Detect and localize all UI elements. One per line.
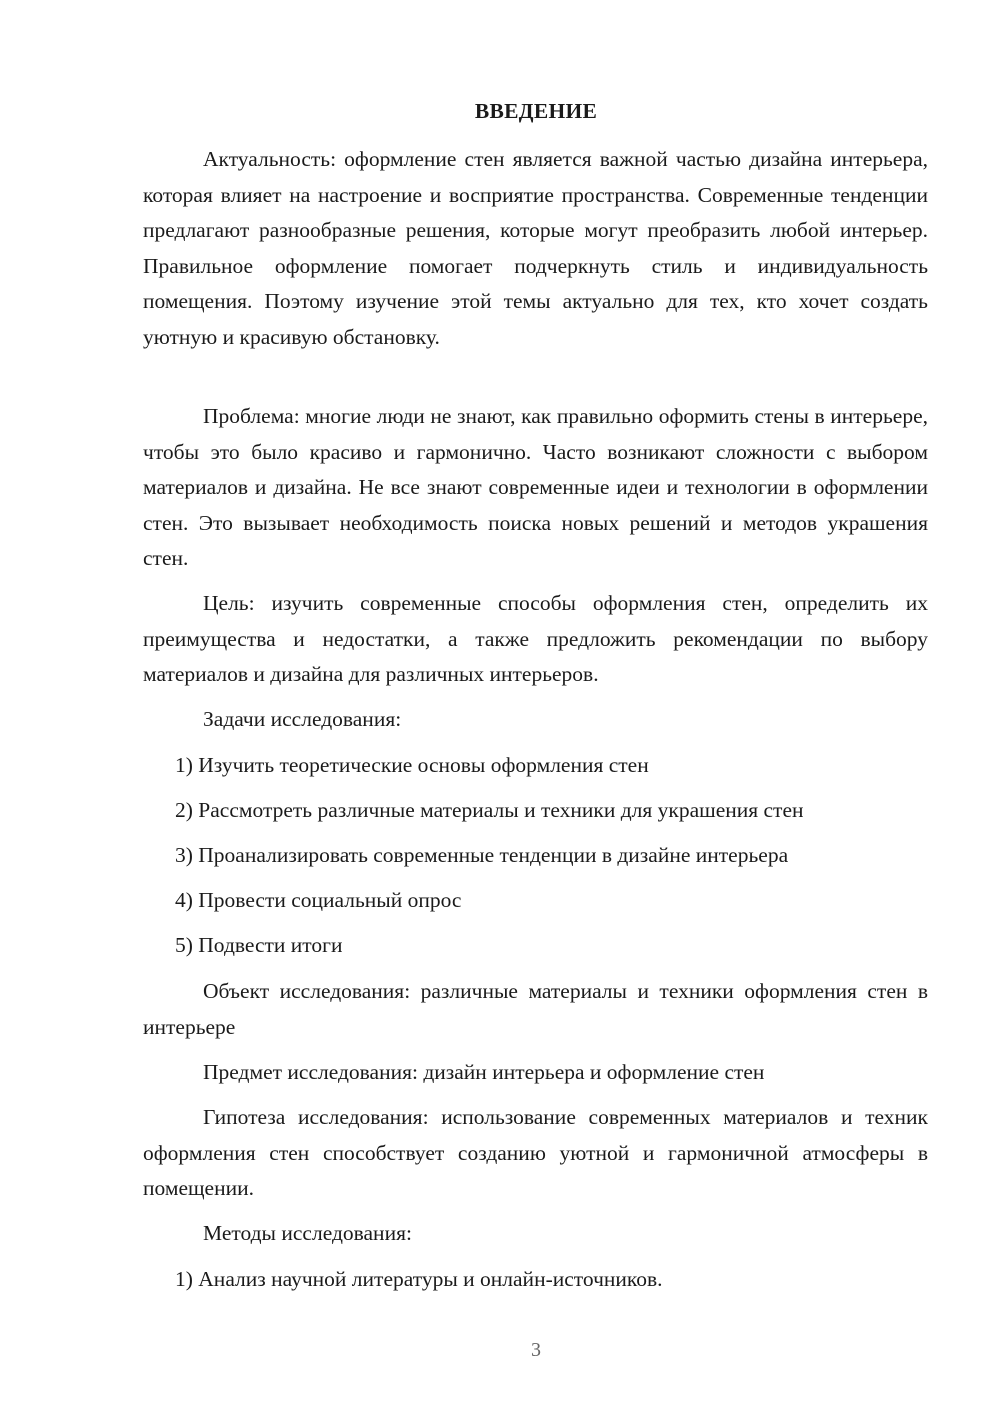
list-item: 5) Подвести итоги (175, 933, 343, 957)
paragraph-relevance: Актуальность: оформление стен является важной частью дизайна интерьера, которая влияет на настроение и восприятие пространства. Современные тенденции предлагают разнообразные решения, которые могут преобразить любой интерьер. Правильное оформление помогает подчеркнуть стиль и индивидуальность помещения. Поэтому изучение этой темы актуально для тех, кто хочет создать уютную и красивую обстановку. (143, 147, 928, 349)
list-item: 3) Проанализировать современные тенденции в дизайне интерьера (175, 843, 789, 867)
tasks-heading: Задачи исследования: (203, 707, 402, 731)
methods-heading: Методы исследования: (203, 1221, 412, 1245)
list-item: 1) Анализ научной литературы и онлайн-источников. (175, 1267, 663, 1291)
page-number: 3 (531, 1339, 541, 1361)
paragraph-hypothesis: Гипотеза исследования: использование современных материалов и техник оформления стен способствует созданию уютной и гармоничной атмосферы в помещении. (143, 1105, 928, 1200)
list-item: 2) Рассмотреть различные материалы и техники для украшения стен (175, 798, 804, 822)
paragraph-subject: Предмет исследования: дизайн интерьера и оформление стен (203, 1060, 765, 1084)
paragraph-object: Объект исследования: различные материалы и техники оформления стен в интерьере (143, 979, 928, 1039)
paragraph-problem: Проблема: многие люди не знают, как правильно оформить стены в интерьере, чтобы это было красиво и гармонично. Часто возникают сложности с выбором материалов и дизайна. Не все знают современные идеи и технологии в оформлении стен. Это вызывает необходимость поиска новых решений и методов украшения стен. (143, 404, 928, 570)
page-title: ВВЕДЕНИЕ (474, 99, 598, 123)
list-item: 1) Изучить теоретические основы оформления стен (175, 753, 649, 777)
list-item: 4) Провести социальный опрос (175, 888, 462, 912)
paragraph-goal: Цель: изучить современные способы оформления стен, определить их преимущества и недостатки, а также предложить рекомендации по выбору материалов и дизайна для различных интерьеров. (143, 591, 928, 686)
